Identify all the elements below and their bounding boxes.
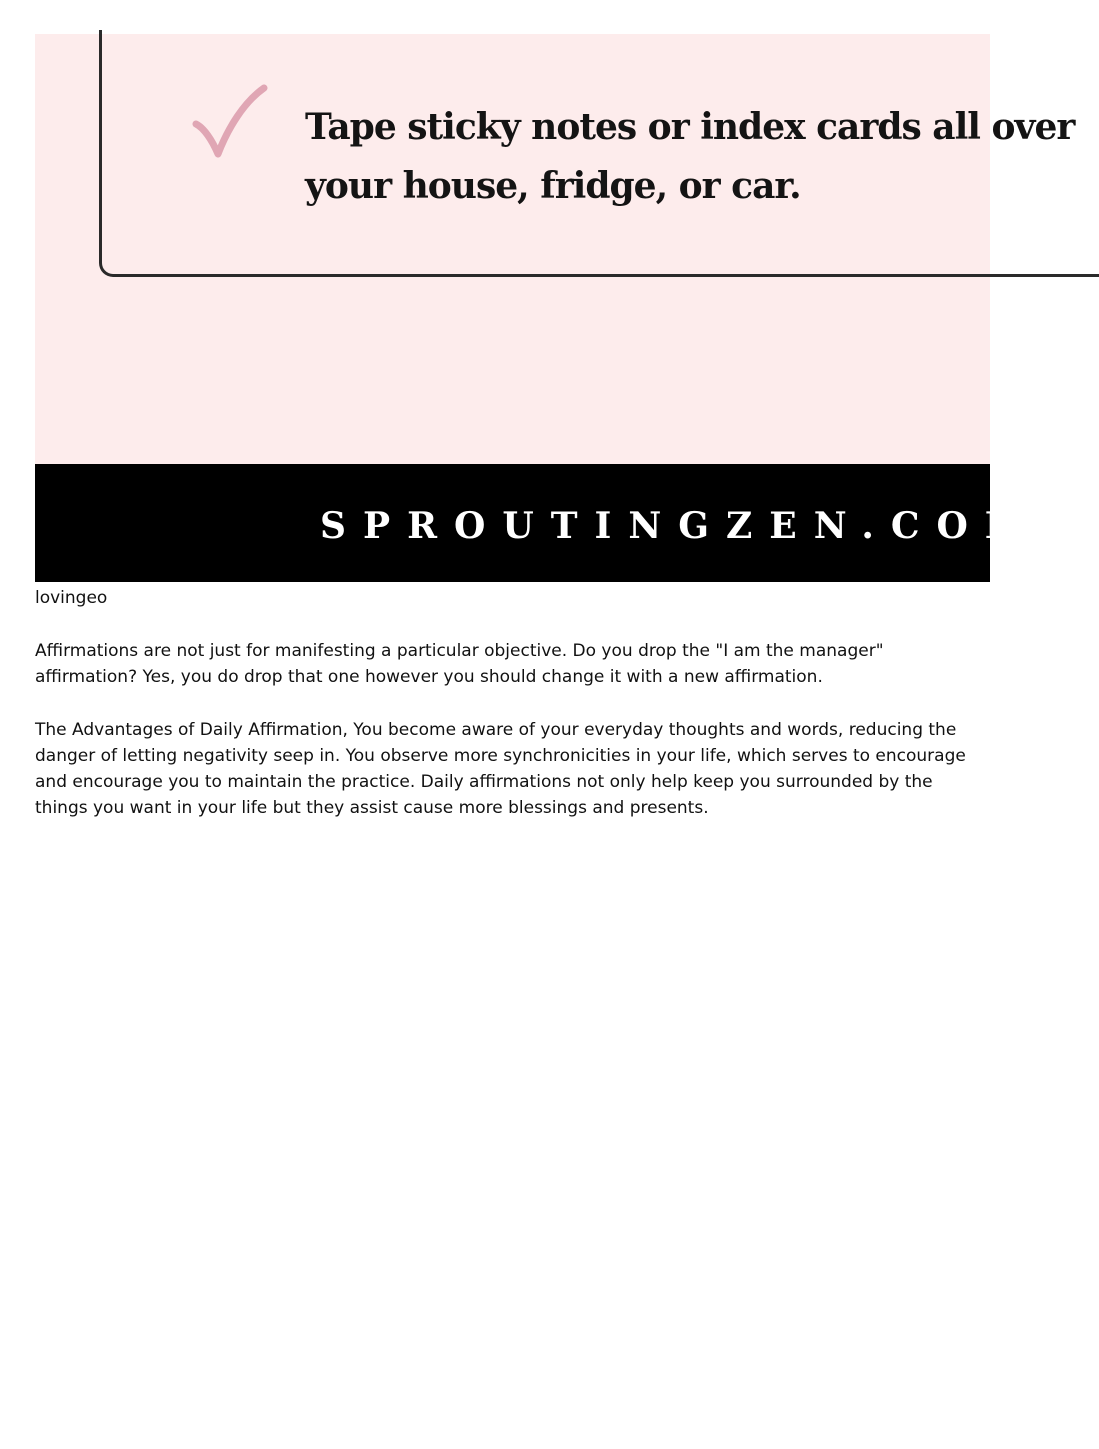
check-mark-icon: [192, 84, 268, 160]
paragraph: The Advantages of Daily Affirmation, You become aware of your everyday thoughts and words, reducing the danger of letting negativity seep in. You observe more synchronicities in your life, which serves to encourage and encourage you to maintain the practice. Daily affirmations not only help keep you surrounded by the things you want in your life but they assist cause more blessings and presents.: [35, 720, 966, 818]
brand-name: SPROUTINGZEN.COM: [320, 505, 1042, 547]
paragraph: Affirmations are not just for manifesting a particular objective. Do you drop the "I am the manager" affirmation? Yes, you do drop that one however you should change it with a new affirmation.: [35, 641, 884, 687]
article-graphic: [35, 34, 1075, 582]
image-caption: lovingeo: [35, 588, 108, 608]
tip-text: Tape sticky notes or index cards all over your house, fridge, or car.: [305, 106, 1075, 207]
article-body: [35, 638, 990, 848]
